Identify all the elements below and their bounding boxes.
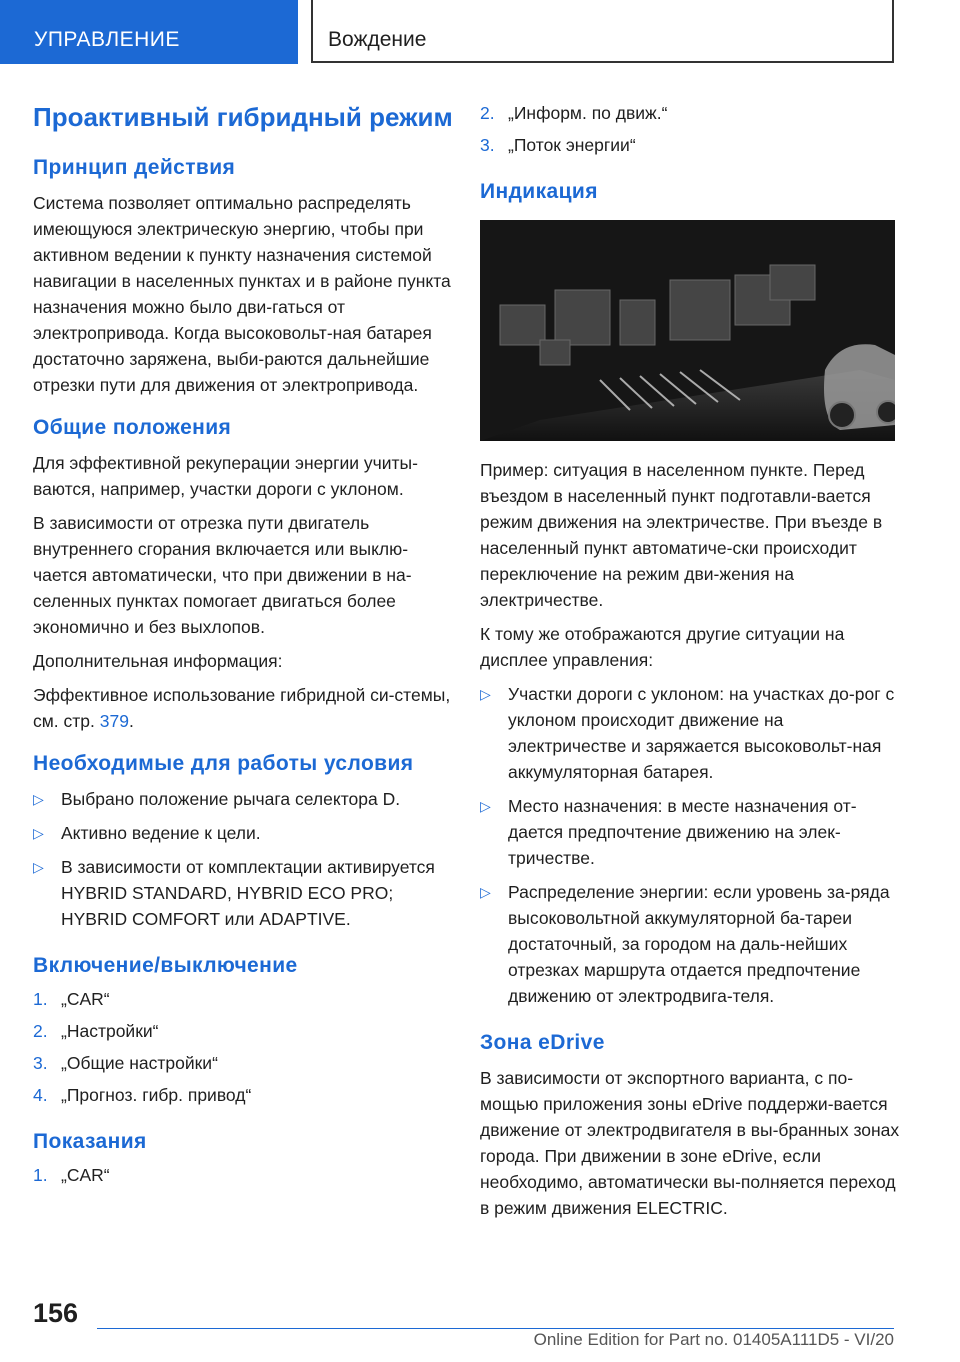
step-text: „CAR“ <box>61 989 110 1009</box>
triangle-bullet-icon: ▷ <box>480 798 491 814</box>
step-number: 3. <box>480 135 495 155</box>
edrive-heading: Зона eDrive <box>480 1031 605 1054</box>
city-scene-graphic <box>480 220 895 441</box>
condition-item <box>33 854 453 932</box>
situation-item <box>480 879 900 1009</box>
step-text: „Настройки“ <box>61 1021 159 1041</box>
step-text: „Прогноз. гибр. привод“ <box>61 1085 252 1105</box>
general-paragraph-4 <box>33 682 453 734</box>
display-heading: Показания <box>33 1130 147 1153</box>
page-title: Проактивный гибридный режим <box>33 102 453 132</box>
condition-text: В зависимости от комплектации активируется HYBRID STANDARD, HYBRID ECO PRO; HYBRID COMFORT или ADAPTIVE. <box>61 857 435 929</box>
condition-text: Выбрано положение рычага селектора D. <box>61 789 401 809</box>
general-heading: Общие положения <box>33 416 232 439</box>
page-reference-link[interactable]: 379 <box>99 711 129 731</box>
step-number: 1. <box>33 989 48 1009</box>
onoff-step <box>33 1050 453 1076</box>
triangle-bullet-icon: ▷ <box>33 791 44 807</box>
situation-text: Участки дороги с уклоном: на участках до-рог с уклоном происходит движение на электричестве и заряжается высоковольт-ная аккумуляторная батарея. <box>508 684 895 782</box>
step-text: „Информ. по движ.“ <box>508 103 668 123</box>
conditions-heading: Необходимые для работы условия <box>33 752 414 775</box>
section-title: УПРАВЛЕНИЕ <box>34 28 180 51</box>
triangle-bullet-icon: ▷ <box>480 884 491 900</box>
step-number: 2. <box>33 1021 48 1041</box>
triangle-bullet-icon: ▷ <box>480 686 491 702</box>
edition-note: Online Edition for Part no. 01405A111D5 - VI/20 <box>533 1330 894 1349</box>
display-step <box>480 100 900 126</box>
general-paragraph-1: Для эффективной рекуперации энергии учиты-ваются, например, участки дороги с уклоном. <box>33 453 418 499</box>
footer-divider <box>97 1328 894 1329</box>
other-situations-text: К тому же отображаются другие ситуации на дисплее управления: <box>480 624 845 670</box>
chapter-title: Вождение <box>328 28 427 51</box>
principle-heading: Принцип действия <box>33 156 236 179</box>
display-step <box>480 132 900 158</box>
step-number: 3. <box>33 1053 48 1073</box>
display-step <box>33 1162 453 1188</box>
right-column <box>480 100 900 1221</box>
step-text: „Поток энергии“ <box>508 135 636 155</box>
condition-item <box>33 820 453 846</box>
step-number: 4. <box>33 1085 48 1105</box>
indication-heading: Индикация <box>480 180 598 203</box>
step-text: „CAR“ <box>61 1165 110 1185</box>
chapter-frame <box>311 0 894 63</box>
page-number: 156 <box>33 1298 79 1328</box>
situation-text: Распределение энергии: если уровень за-ряда высоковольтной аккумуляторной ба-тареи достаточный, за городом на даль-нейших отрезках маршрута отдается предпочтение движению от электродвига-теля. <box>508 882 890 1006</box>
triangle-bullet-icon: ▷ <box>33 825 44 841</box>
hybrid-city-illustration <box>480 220 895 441</box>
situation-item <box>480 793 900 871</box>
step-text: „Общие настройки“ <box>61 1053 218 1073</box>
condition-item <box>33 786 453 812</box>
situation-text: Место назначения: в месте назначения от-дается предпочтение движению на элек-тричестве. <box>508 796 857 868</box>
principle-text: Система позволяет оптимально распределять имеющуюся электрическую энергию, чтобы при активном ведении к пункту назначения системой навигации в населенных пунктах и в районе пункта назначения можно было дви-гаться от электропривода. Когда высоковольт-ная батарея достаточно заряжена, выби-раются дальнейшие отрезки пути для движения от электропривода. <box>33 193 451 395</box>
general-paragraph-3: Дополнительная информация: <box>33 651 283 671</box>
condition-text: Активно ведение к цели. <box>61 823 261 843</box>
situation-item <box>480 681 900 785</box>
onoff-heading: Включение/выключение <box>33 954 298 977</box>
section-tab <box>0 0 298 64</box>
step-number: 2. <box>480 103 495 123</box>
general-paragraph-4-text: Эффективное использование гибридной си-стемы, см. стр. <box>33 685 451 731</box>
general-paragraph-4-end: . <box>128 711 134 731</box>
edrive-text: В зависимости от экспортного варианта, с по-мощью приложения зоны eDrive поддержи-вается движение от электродвигателя в вы-бранных зонах города. При движении в зоне eDrive, если необходимо, автоматически вы-полняется переход в режим движения ELECTRIC. <box>480 1068 900 1218</box>
onoff-step <box>33 1018 453 1044</box>
triangle-bullet-icon: ▷ <box>33 859 44 875</box>
onoff-step <box>33 986 453 1012</box>
figure-caption: Пример: ситуация в населенном пункте. Перед въездом в населенный пункт подготавли-вается режим движения на электричестве. При въезде в населенный пункт автоматиче-ски происходит переключение на режим дви-жения на электричестве. <box>480 460 883 610</box>
left-column <box>33 100 453 1188</box>
onoff-step <box>33 1082 453 1108</box>
step-number: 1. <box>33 1165 48 1185</box>
general-paragraph-2: В зависимости от отрезка пути двигатель внутреннего сгорания включается или выклю-чается автоматически, что при движении в на-селенных пунктах помогает двигаться более экономично и без выхлопов. <box>33 513 412 637</box>
